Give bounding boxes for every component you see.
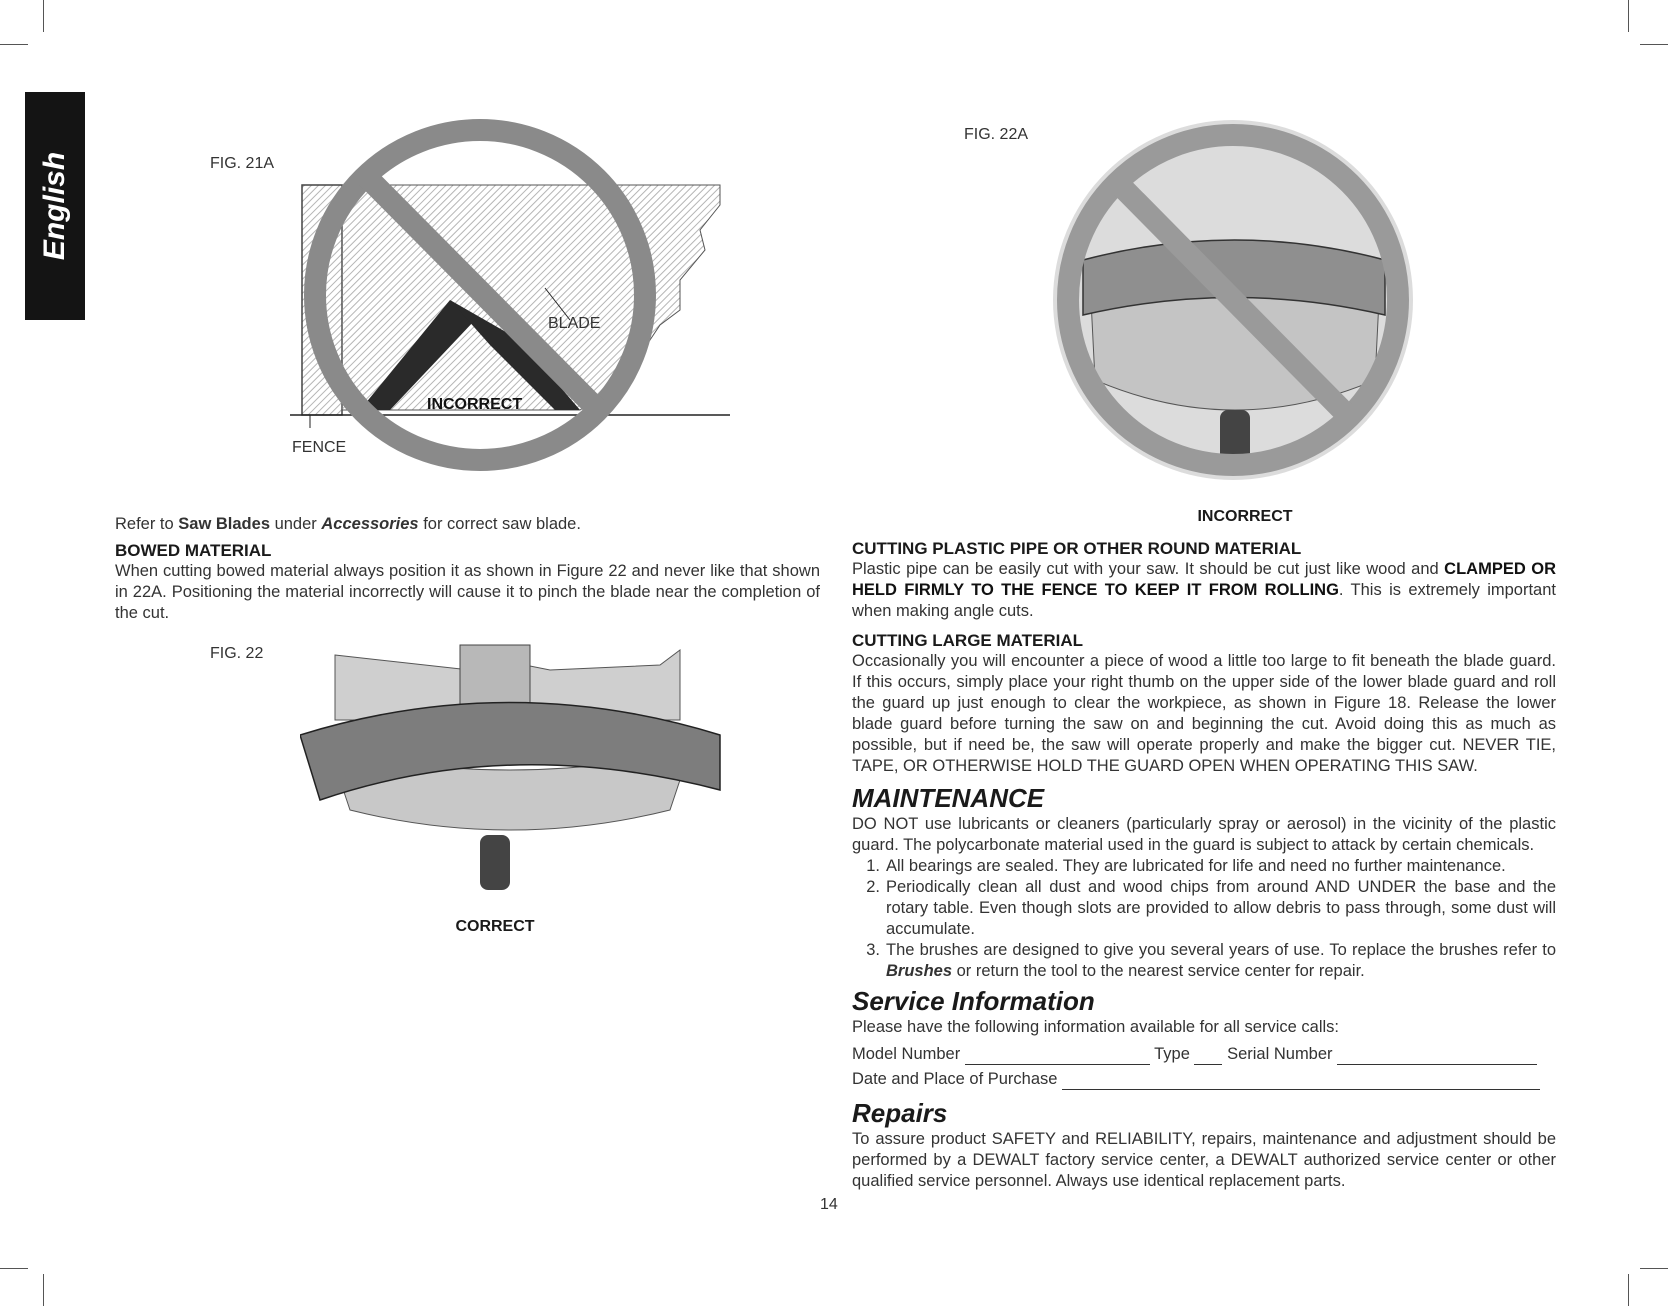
repairs-text: To assure product SAFETY and RELIABILITY, repairs, maintenance and adjustment should be performed by a DEWALT factory service center, a DEWALT authorized service center or other qualified service personnel. Always use identical replacement parts. — [852, 1130, 1556, 1190]
maintenance-heading: MAINTENANCE — [852, 783, 1045, 813]
fig-22a-caption: INCORRECT — [1197, 508, 1293, 525]
refer-paragraph: Refer to Saw Blades under Accessories for correct saw blade. — [115, 515, 581, 533]
service-info-text: Please have the following information available for all service calls: — [852, 1018, 1339, 1036]
incorrect-label-21a: INCORRECT — [427, 396, 523, 413]
crop-mark — [43, 1274, 44, 1306]
saw-handle — [480, 835, 510, 890]
language-tab-label: English — [38, 151, 71, 261]
fig-21a-illustration — [280, 110, 740, 490]
accessories-ref: Accessories — [321, 515, 419, 533]
fig-22-caption: CORRECT — [455, 918, 535, 935]
crop-mark — [1640, 1268, 1668, 1269]
maintenance-item: 1. All bearings are sealed. They are lubricated for life and need no further maintenance. — [866, 857, 1506, 875]
left-column — [115, 514, 820, 624]
fig-21a-label: FIG. 21A — [210, 155, 275, 172]
plastic-pipe-heading: CUTTING PLASTIC PIPE OR OTHER ROUND MATERIAL — [852, 539, 1302, 558]
crop-mark — [0, 1268, 28, 1269]
model-type-serial-line: Model Number Type Serial Number — [852, 1044, 1556, 1065]
crop-mark — [1628, 0, 1629, 32]
fig-22-label: FIG. 22 — [210, 645, 264, 662]
right-column — [852, 539, 1556, 1192]
language-tab — [25, 92, 85, 320]
maintenance-text: DO NOT use lubricants or cleaners (particularly spray or aerosol) in the vicinity of the plastic guard. The polycarbonate material used in the guard is subject to attack by certain chemicals. — [852, 815, 1556, 854]
fence-label: FENCE — [292, 439, 347, 456]
large-material-heading: CUTTING LARGE MATERIAL — [852, 631, 1084, 650]
crop-mark — [43, 0, 44, 32]
crop-mark — [1640, 44, 1668, 45]
fig-22-illustration — [300, 640, 740, 910]
saw-blades-ref: Saw Blades — [178, 515, 270, 533]
date-place-blank — [1062, 1073, 1540, 1090]
crop-mark — [1628, 1274, 1629, 1306]
crop-mark — [0, 44, 28, 45]
service-info-heading: Service Information — [852, 986, 1095, 1016]
blade-label: BLADE — [548, 315, 601, 332]
plastic-pipe-text: Plastic pipe can be easily cut with your saw. It should be cut just like wood and CLAMPED OR HELD FIRMLY TO THE FENCE TO KEEP IT FROM ROLLING. This is extremely important when making angle cuts. — [852, 560, 1556, 620]
bowed-material-text: When cutting bowed material always position it as shown in Figure 22 and never like that shown in 22A. Positioning the material incorrectly will cause it to pinch the blade near the completion of the cut. — [115, 562, 820, 622]
fig-22a-illustration — [1035, 110, 1435, 500]
type-blank — [1194, 1048, 1222, 1065]
model-number-blank — [965, 1048, 1150, 1065]
serial-number-blank — [1337, 1048, 1537, 1065]
page-number: 14 — [820, 1196, 838, 1213]
brushes-ref: Brushes — [886, 962, 953, 980]
saw-motor — [460, 645, 530, 705]
repairs-heading: Repairs — [852, 1098, 948, 1128]
large-material-text: Occasionally you will encounter a piece of wood a little too large to fit beneath the blade guard. If this occurs, simply place your right thumb on the upper side of the lower blade guard and roll the guard up just enough to clear the workpiece, as shown in Figure 18. Release the lower blade guard before turning the saw on and beginning the cut. Avoid doing this as much as possible, but if need be, the saw will operate properly and make the bigger cut. NEVER TIE, TAPE, OR OTHERWISE HOLD THE GUARD OPEN WHEN OPERATING THIS SAW. — [852, 652, 1556, 775]
maintenance-item: 3. The brushes are designed to give you several years of use. To replace the brushes refer to Brushes or return the tool to the nearest service center for repair. — [866, 941, 1556, 980]
bowed-material-heading: BOWED MATERIAL — [115, 541, 272, 560]
date-place-line: Date and Place of Purchase — [852, 1069, 1556, 1090]
fig-22a-label: FIG. 22A — [964, 126, 1029, 143]
maintenance-item: 2. Periodically clean all dust and wood chips from around AND UNDER the base and the rotary table. Even though slots are provided to allow debris to pass through, some dust will accumulate. — [866, 878, 1556, 938]
